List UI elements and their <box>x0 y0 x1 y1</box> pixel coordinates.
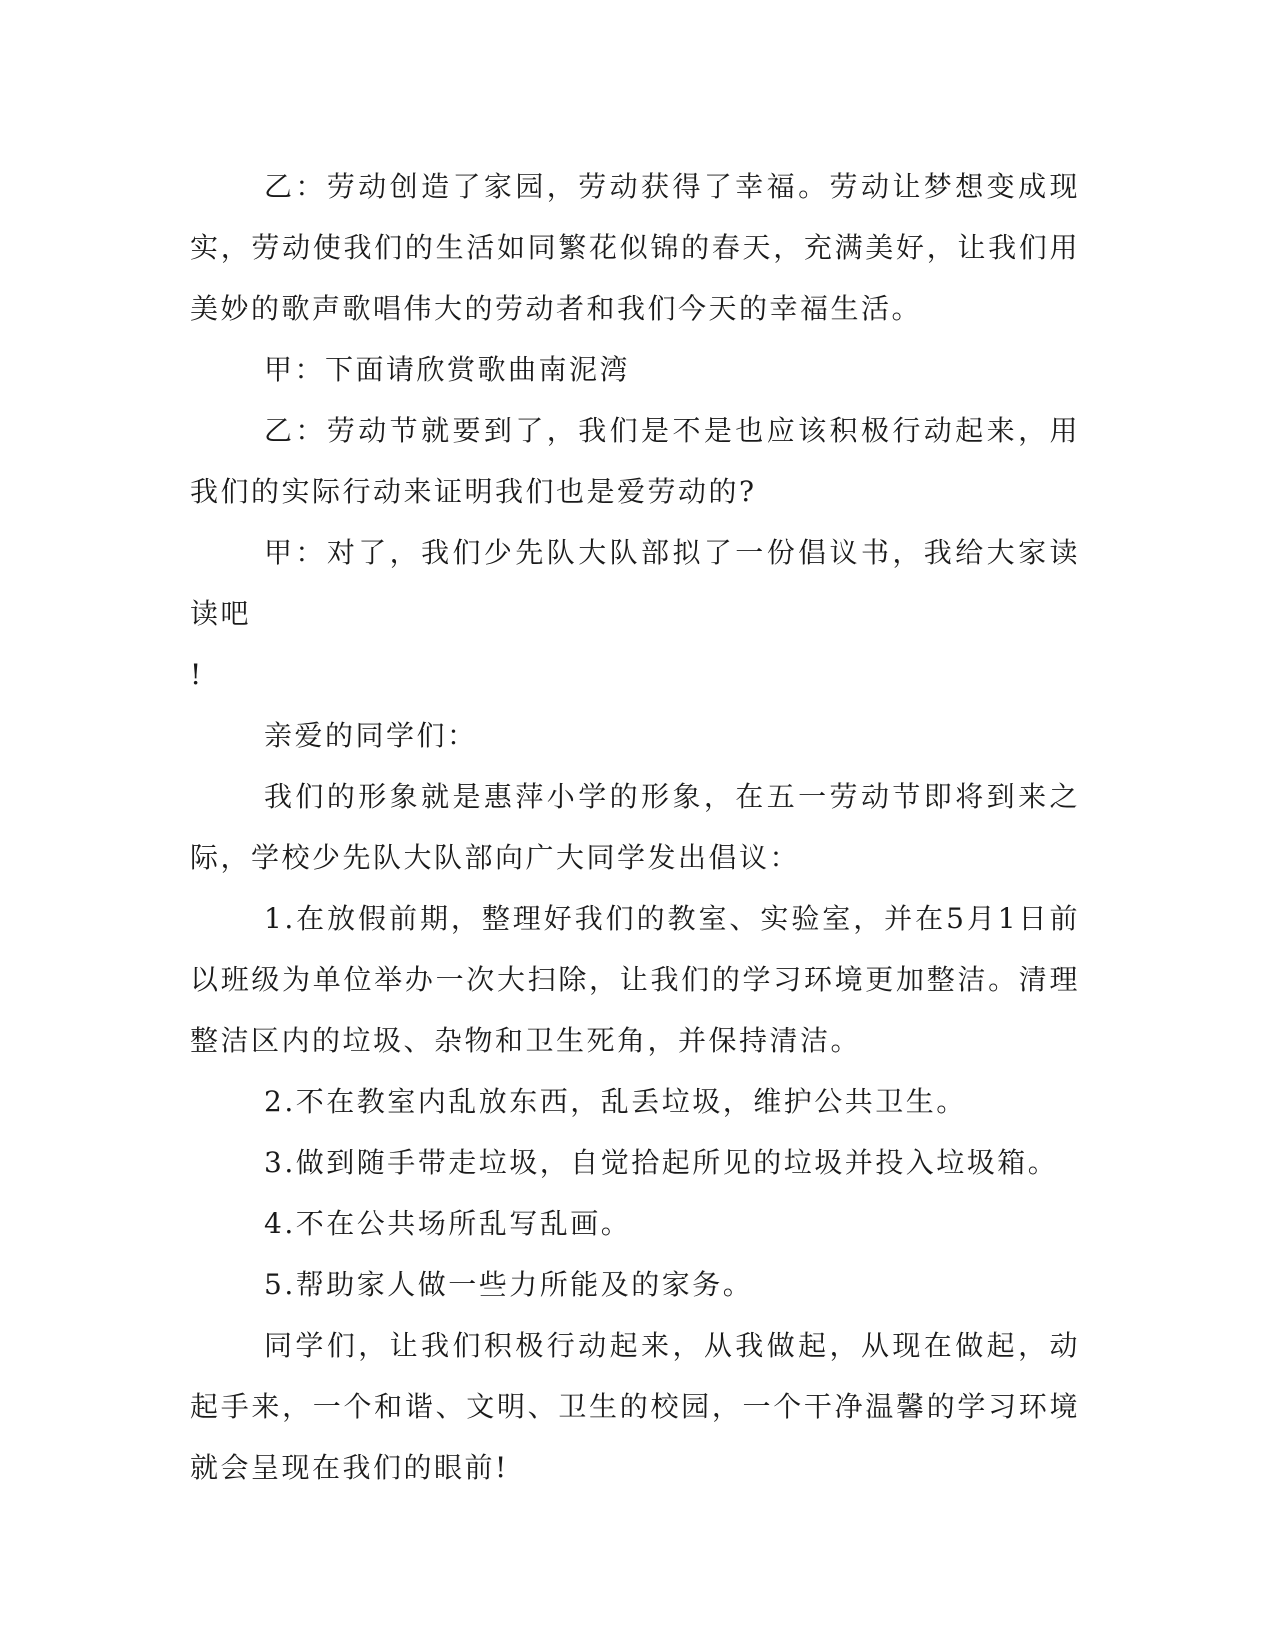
salutation: 亲爱的同学们： <box>264 719 478 752</box>
document-page <box>190 156 1080 1498</box>
proposal-intro: 我们的形象就是惠萍小学的形象，在五一劳动节即将到来之际，学校少先队大队部向广大同学发出倡议： <box>190 780 1080 874</box>
dialogue-paragraph-jia-1: 甲：下面请欣赏歌曲南泥湾 <box>264 353 631 386</box>
proposal-item-5: 5.帮助家人做一些力所能及的家务。 <box>264 1268 754 1301</box>
dialogue-paragraph-yi-2: 乙：劳动节就要到了，我们是不是也应该积极行动起来，用我们的实际行动来证明我们也是爱劳动的? <box>190 414 1080 508</box>
dialogue-paragraph-yi-1: 乙：劳动创造了家园，劳动获得了幸福。劳动让梦想变成现实，劳动使我们的生活如同繁花似锦的春天，充满美好，让我们用美妙的歌声歌唱伟大的劳动者和我们今天的幸福生活。 <box>190 170 1080 325</box>
proposal-item-4: 4.不在公共场所乱写乱画。 <box>264 1207 632 1240</box>
dialogue-paragraph-jia-2: 甲：对了，我们少先队大队部拟了一份倡议书，我给大家读读吧 <box>190 536 1080 630</box>
proposal-item-3: 3.做到随手带走垃圾，自觉拾起所见的垃圾并投入垃圾箱。 <box>264 1146 1059 1179</box>
proposal-item-1: 1.在放假前期，整理好我们的教室、实验室，并在5月1日前以班级为单位举办一次大扫除，让我们的学习环境更加整洁。清理整洁区内的垃圾、杂物和卫生死角，并保持清洁。 <box>190 902 1080 1057</box>
exclamation-line: ! <box>190 658 204 691</box>
closing-paragraph: 同学们，让我们积极行动起来，从我做起，从现在做起，动起手来，一个和谐、文明、卫生的校园，一个干净温馨的学习环境就会呈现在我们的眼前! <box>190 1329 1080 1484</box>
proposal-item-2: 2.不在教室内乱放东西，乱丢垃圾，维护公共卫生。 <box>264 1085 967 1118</box>
